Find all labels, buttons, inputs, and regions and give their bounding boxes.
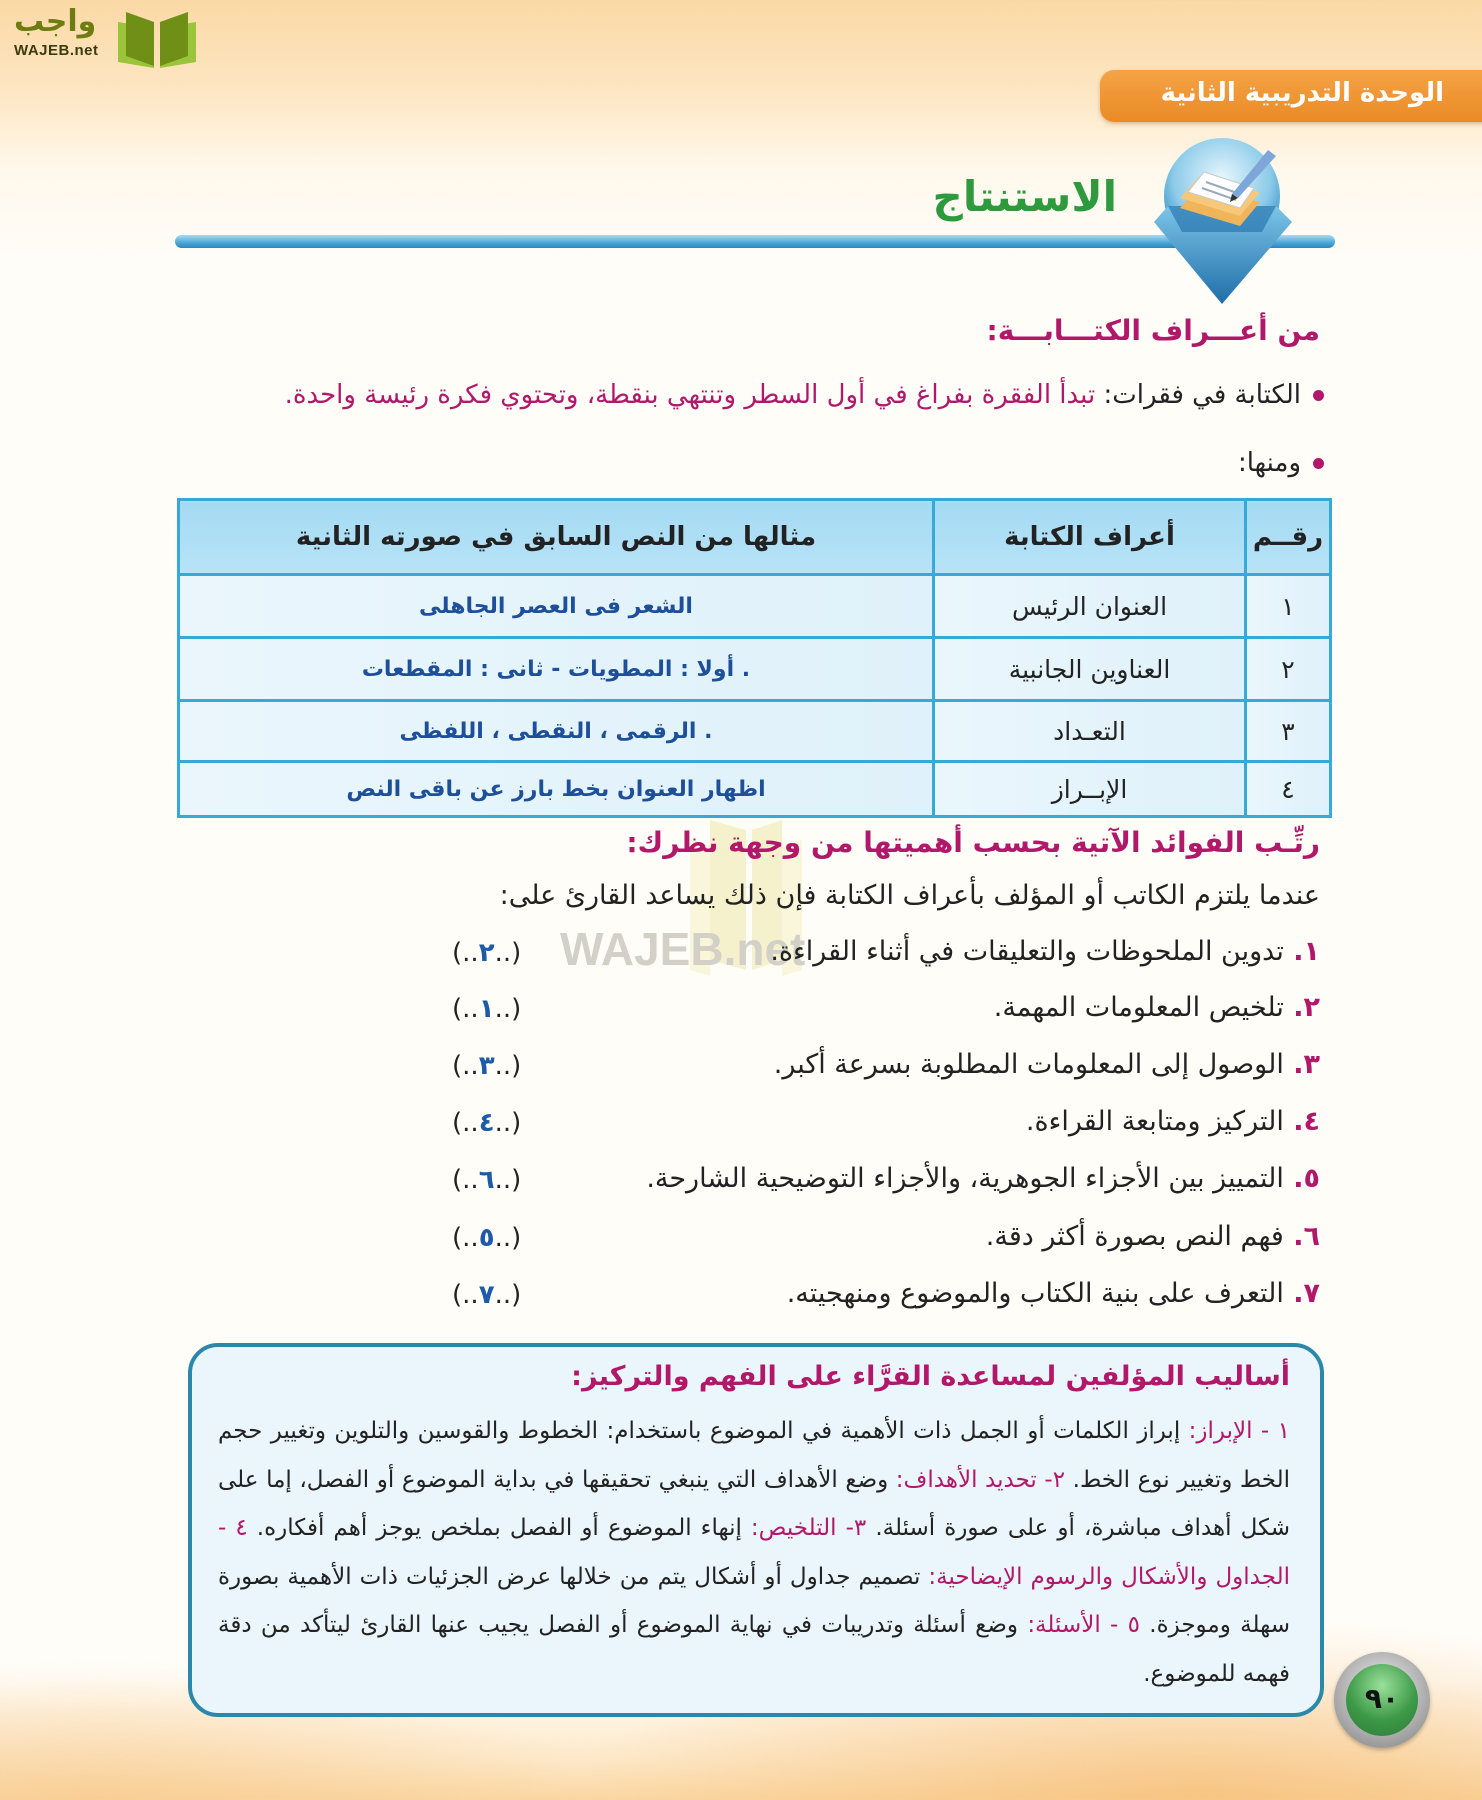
method-text: وضع الأهداف التي ينبغي تحقيقها في بداية الموضوع أو الفصل، إما على شكل أهداف مباشرة، أو على صورة أسئلة. (218, 1466, 1290, 1541)
ranking-item: ١. تدوين الملحوظات والتعليقات في أثناء القراءة. (770, 936, 1320, 967)
item-number: ١ (1303, 936, 1320, 967)
answer-value: ١ (478, 994, 495, 1024)
answer-value: ٢ (478, 938, 495, 968)
row-convention: العناوين الجانبية (934, 638, 1246, 701)
unit-banner-text: الوحدة التدريبية الثانية (1160, 78, 1444, 108)
method-text: تصميم جداول أو أشكال يتم من خلالها عرض الجزئيات ذات الأهمية بصورة سهلة وموجزة. (218, 1563, 1290, 1638)
item-text: فهم النص بصورة أكثر دقة. (985, 1221, 1284, 1252)
answer-value: ٧ (478, 1280, 495, 1310)
methods-body (218, 1407, 1290, 1698)
item-number: ٧ (1303, 1278, 1320, 1309)
row-example-answer[interactable]: . الرقمى ، النقطى ، اللفظى (179, 701, 934, 762)
ranking-answer-field[interactable]: (..٢..) (452, 938, 522, 968)
page-number-badge (1334, 1652, 1430, 1748)
answer-value: ٦ (478, 1165, 495, 1195)
item-text: الوصول إلى المعلومات المطلوبة بسرعة أكبر. (773, 1049, 1284, 1080)
header-convention: أعراف الكتابة (934, 500, 1246, 575)
methods-heading: أساليب المؤلفين لمساعدة القرَّاء على الفهم والتركيز: (571, 1361, 1290, 1392)
ranking-intro: عندما يلتزم الكاتب أو المؤلف بأعراف الكتابة فإن ذلك يساعد القارئ على: (499, 880, 1320, 911)
item-number: ٦ (1303, 1221, 1320, 1252)
bullet-dot-icon (1313, 458, 1324, 469)
bullet-including (1238, 448, 1324, 478)
method-text: إنهاء الموضوع أو الفصل بملخص يوجز أهم أفكاره. (247, 1515, 751, 1541)
ranking-answer-field[interactable]: (..٧..) (452, 1280, 522, 1310)
table-row (179, 762, 1331, 817)
watermark-text: WAJEB.net (560, 923, 806, 975)
ranking-item: ٦. فهم النص بصورة أكثر دقة. (985, 1221, 1320, 1252)
open-book-icon (116, 8, 198, 68)
ranking-item: ٢. تلخيص المعلومات المهمة. (993, 992, 1320, 1023)
row-number: ١ (1246, 575, 1331, 638)
answer-value: ٥ (478, 1223, 495, 1253)
header-example: مثالها من النص السابق في صورته الثانية (179, 500, 934, 575)
lesson-title: الاستنتاج (932, 172, 1117, 221)
item-number: ٢ (1303, 992, 1320, 1023)
method-key: ٤ - الجداول والأشكال والرسوم الإيضاحية: (218, 1515, 1290, 1590)
ranking-item: ٤. التركيز ومتابعة القراءة. (1025, 1106, 1320, 1137)
logo-arabic-text: واجب (14, 4, 97, 39)
item-number: ٤ (1303, 1106, 1320, 1137)
method-text: إبراز الكلمات أو الجمل ذات الأهمية في الموضوع باستخدام: الخطوط والقوسين والتلوين وتغيير حجم الخط وتغيير نوع الخط. (218, 1418, 1290, 1493)
item-text: التركيز ومتابعة القراءة. (1025, 1106, 1284, 1137)
row-example-answer[interactable]: اظهار العنوان بخط بارز عن باقى النص (179, 762, 934, 817)
conventions-heading: من أعـــراف الكتـــابـــة: (986, 314, 1320, 347)
bullet-description: تبدأ الفقرة بفراغ في أول السطر وتنتهي بنقطة، وتحتوي فكرة رئيسة واحدة. (284, 380, 1096, 410)
bullet-label: ومنها: (1238, 448, 1301, 478)
bullet-label: الكتابة في فقرات: (1103, 380, 1301, 410)
item-number: ٥ (1303, 1163, 1320, 1194)
ranking-item: ٣. الوصول إلى المعلومات المطلوبة بسرعة أكبر. (773, 1049, 1320, 1080)
row-number: ٢ (1246, 638, 1331, 701)
ranking-item: ٧. التعرف على بنية الكتاب والموضوع ومنهجيته. (786, 1278, 1320, 1309)
item-text: التعرف على بنية الكتاب والموضوع ومنهجيته. (786, 1278, 1284, 1309)
table-row (179, 575, 1331, 638)
item-text: تدوين الملحوظات والتعليقات في أثناء القراءة. (770, 936, 1284, 967)
row-convention: التعـداد (934, 701, 1246, 762)
table-header-row (179, 500, 1331, 575)
ranking-item: ٥. التمييز بين الأجزاء الجوهرية، والأجزاء التوضيحية الشارحة. (646, 1163, 1320, 1194)
authors-methods-box (188, 1343, 1324, 1717)
method-text: وضع أسئلة وتدريبات في نهاية الموضوع أو الفصل يجيب عنها القارئ ليتأكد من دقة فهمه للموضوع. (218, 1612, 1290, 1687)
ranking-heading: رتِّـب الفوائد الآتية بحسب أهميتها من وجهة نظرك: (626, 826, 1320, 859)
writing-notepad-icon (1140, 136, 1315, 306)
header-number: رقــم (1246, 500, 1331, 575)
ranking-answer-field[interactable]: (..١..) (452, 994, 522, 1024)
answer-value: ٣ (478, 1051, 495, 1081)
row-number: ٤ (1246, 762, 1331, 817)
row-example-answer[interactable]: . أولا : المطويات - ثانى : المقطعات (179, 638, 934, 701)
bullet-dot-icon (1313, 390, 1324, 401)
ranking-answer-field[interactable]: (..٤..) (452, 1108, 522, 1138)
wajeb-logo[interactable] (10, 4, 190, 66)
method-key: ١ - الإبراز: (1188, 1418, 1290, 1444)
method-key: ٢- تحديد الأهداف: (895, 1466, 1066, 1493)
bullet-paragraph-writing (285, 380, 1324, 410)
method-key: ٥ - الأسئلة: (1027, 1612, 1140, 1638)
item-text: التمييز بين الأجزاء الجوهرية، والأجزاء التوضيحية الشارحة. (646, 1163, 1284, 1194)
page-number: ٩٠ (1346, 1664, 1418, 1736)
ranking-answer-field[interactable]: (..٣..) (452, 1051, 522, 1081)
unit-banner (1100, 70, 1482, 122)
row-number: ٣ (1246, 701, 1331, 762)
ranking-answer-field[interactable]: (..٦..) (452, 1165, 522, 1195)
row-convention: الإبــراز (934, 762, 1246, 817)
table-row (179, 701, 1331, 762)
method-key: ٣- التلخيص: (750, 1515, 867, 1541)
item-number: ٣ (1303, 1049, 1320, 1080)
row-convention: العنوان الرئيس (934, 575, 1246, 638)
answer-value: ٤ (478, 1108, 495, 1138)
table-row (179, 638, 1331, 701)
logo-latin-text: WAJEB.net (14, 42, 99, 59)
item-text: تلخيص المعلومات المهمة. (993, 992, 1284, 1023)
writing-conventions-table (177, 498, 1332, 818)
row-example-answer[interactable]: الشعر فى العصر الجاهلى (179, 575, 934, 638)
ranking-answer-field[interactable]: (..٥..) (452, 1223, 522, 1253)
